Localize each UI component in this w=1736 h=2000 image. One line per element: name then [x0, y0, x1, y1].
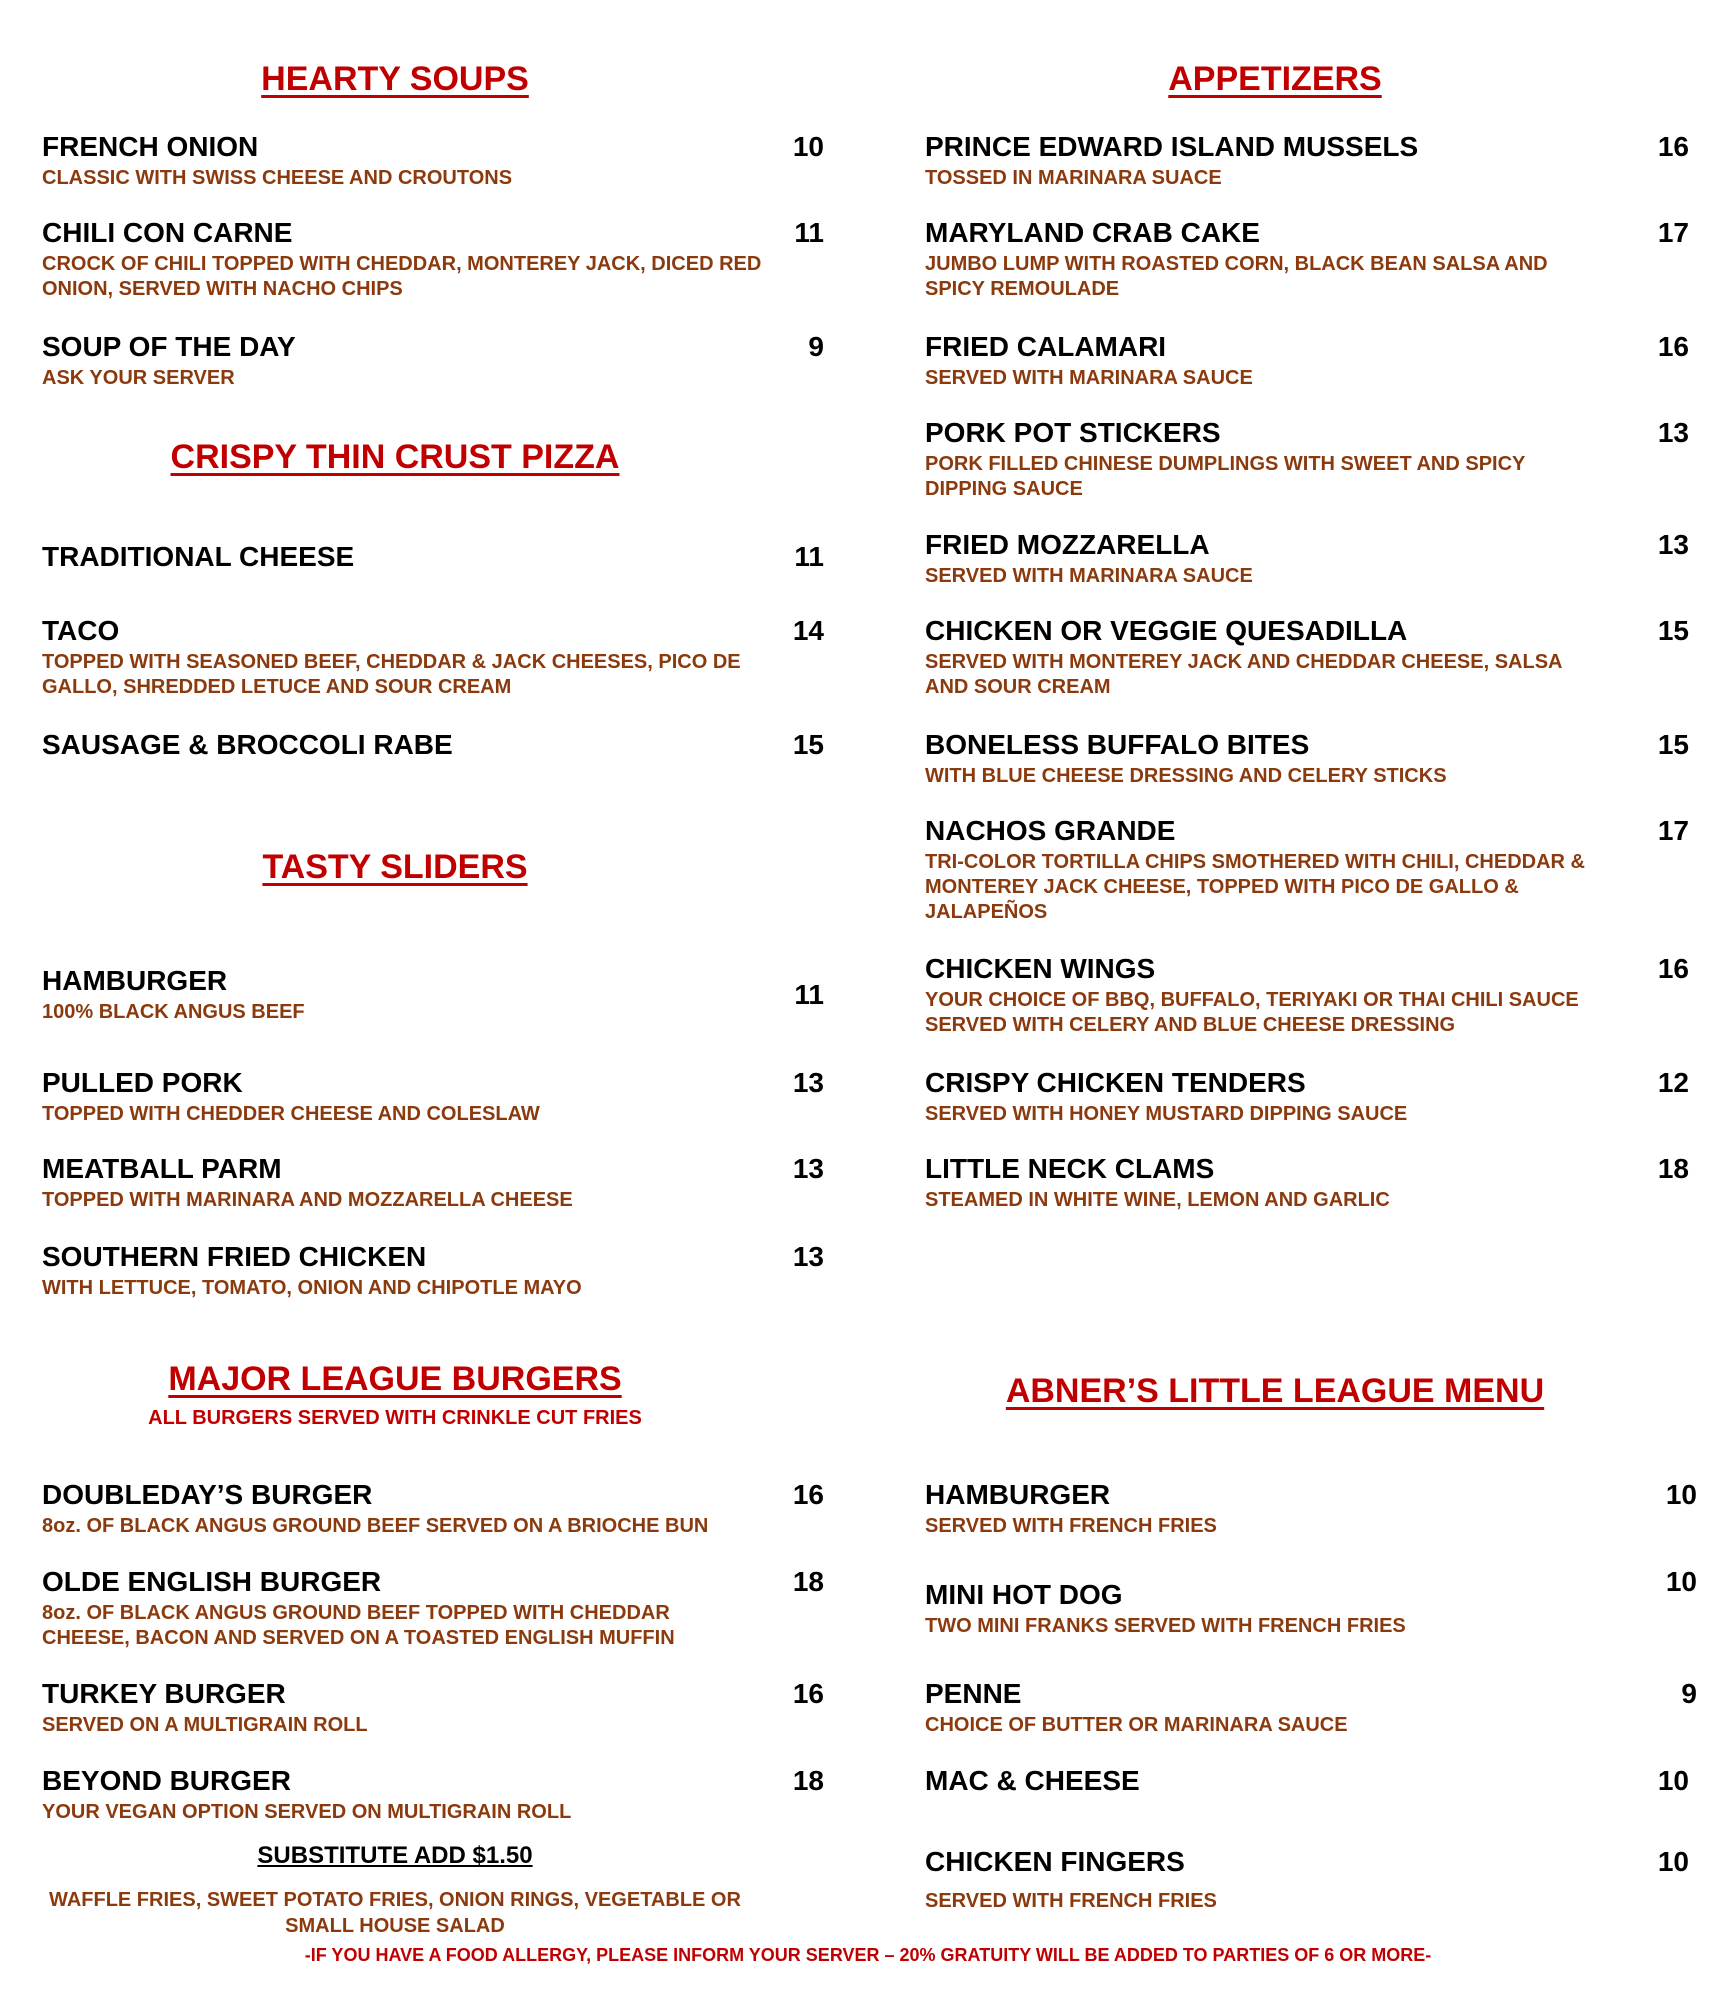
item-description: TRI-COLOR TORTILLA CHIPS SMOTHERED WITH CHILI, CHEDDAR & MONTEREY JACK CHEESE, TOPPED WITH PICO DE GALLO & JALAPEÑOS — [925, 851, 1585, 923]
allergy-gratuity-notice: -IF YOU HAVE A FOOD ALLERGY, PLEASE INFORM YOUR SERVER – 20% GRATUITY WILL BE ADDED TO PARTIES OF 6 OR MORE- — [304, 1945, 1432, 1965]
item-name: HAMBURGER — [925, 1479, 1111, 1510]
menu-item — [925, 1677, 1625, 1738]
item-description: SERVED WITH MARINARA SAUCE — [925, 367, 1253, 389]
item-name: MEATBALL PARM — [42, 1153, 282, 1184]
item-name: PENNE — [925, 1678, 1022, 1709]
item-name: PULLED PORK — [42, 1067, 243, 1098]
item-price: 15 — [1657, 729, 1689, 760]
menu-item — [925, 528, 1625, 589]
item-price: 14 — [792, 615, 824, 646]
item-name: SOUTHERN FRIED CHICKEN — [42, 1241, 427, 1272]
item-name: DOUBLEDAY’S BURGER — [42, 1479, 373, 1510]
item-description: 8oz. OF BLACK ANGUS GROUND BEEF SERVED ON A BRIOCHE BUN — [42, 1515, 709, 1537]
item-name: TURKEY BURGER — [42, 1678, 286, 1709]
item-price: 9 — [808, 331, 824, 362]
menu-item — [925, 130, 1625, 191]
menu-item — [42, 1066, 782, 1127]
item-price: 11 — [794, 541, 824, 572]
item-price: 16 — [792, 1479, 824, 1510]
item-name: SOUP OF THE DAY — [42, 331, 296, 362]
item-description: SERVED WITH MONTEREY JACK AND CHEDDAR CHEESE, SALSA AND SOUR CREAM — [925, 651, 1562, 698]
item-description: WITH BLUE CHEESE DRESSING AND CELERY STICKS — [925, 765, 1447, 787]
item-price: 10 — [1657, 1765, 1689, 1796]
item-name: CHICKEN OR VEGGIE QUESADILLA — [925, 615, 1408, 646]
menu-item — [925, 728, 1625, 789]
item-name: CHICKEN WINGS — [925, 953, 1156, 984]
item-description: CROCK OF CHILI TOPPED WITH CHEDDAR, MONTEREY JACK, DICED RED ONION, SERVED WITH NACHO CHIPS — [42, 253, 762, 300]
item-name: FRENCH ONION — [42, 131, 259, 162]
item-price: 18 — [1657, 1153, 1689, 1184]
item-name: CHICKEN FINGERS — [925, 1846, 1185, 1877]
item-price: 11 — [794, 979, 824, 1010]
item-description: CHOICE OF BUTTER OR MARINARA SAUCE — [925, 1714, 1348, 1736]
item-description: STEAMED IN WHITE WINE, LEMON AND GARLIC — [925, 1189, 1390, 1211]
item-price: 10 — [1665, 1479, 1697, 1510]
item-price: 13 — [792, 1153, 824, 1184]
item-price: 16 — [792, 1678, 824, 1709]
item-price: 10 — [792, 131, 824, 162]
menu-item — [42, 1764, 782, 1825]
menu-item — [42, 1478, 782, 1539]
item-name: CRISPY CHICKEN TENDERS — [925, 1067, 1306, 1098]
menu-item — [42, 130, 782, 191]
item-name: OLDE ENGLISH BURGER — [42, 1566, 382, 1597]
item-price: 13 — [792, 1067, 824, 1098]
item-name: PORK POT STICKERS — [925, 417, 1221, 448]
item-name: MAC & CHEESE — [925, 1765, 1140, 1796]
item-description: 8oz. OF BLACK ANGUS GROUND BEEF TOPPED WITH CHEDDAR CHEESE, BACON AND SERVED ON A TOASTED ENGLISH MUFFIN — [42, 1602, 675, 1649]
menu-item — [42, 964, 782, 1025]
item-name: CHILI CON CARNE — [42, 217, 293, 248]
item-description: TOPPED WITH SEASONED BEEF, CHEDDAR & JACK CHEESES, PICO DE GALLO, SHREDDED LETUCE AND SOUR CREAM — [42, 651, 741, 698]
section-title-soups: HEARTY SOUPS — [261, 60, 529, 98]
item-description: SERVED WITH MARINARA SAUCE — [925, 565, 1253, 587]
item-description: CLASSIC WITH SWISS CHEESE AND CROUTONS — [42, 167, 513, 189]
menu-item — [42, 330, 782, 391]
item-description: TOSSED IN MARINARA SUACE — [925, 167, 1222, 189]
menu-item — [925, 952, 1625, 1038]
item-price: 16 — [1657, 331, 1689, 362]
item-name: PRINCE EDWARD ISLAND MUSSELS — [925, 131, 1419, 162]
item-name: HAMBURGER — [42, 965, 228, 996]
item-description: TOPPED WITH MARINARA AND MOZZARELLA CHEESE — [42, 1189, 573, 1211]
item-description: WITH LETTUCE, TOMATO, ONION AND CHIPOTLE MAYO — [42, 1277, 582, 1299]
item-description: SERVED WITH HONEY MUSTARD DIPPING SAUCE — [925, 1103, 1408, 1125]
menu-item — [42, 1152, 782, 1213]
item-price: 9 — [1681, 1678, 1697, 1709]
menu-item — [42, 1565, 782, 1651]
section-title-appetizers: APPETIZERS — [1168, 60, 1382, 98]
item-name: TACO — [42, 615, 120, 646]
item-price: 15 — [792, 729, 824, 760]
item-price: 11 — [794, 217, 824, 248]
item-price: 16 — [1657, 953, 1689, 984]
substitute-options: WAFFLE FRIES, SWEET POTATO FRIES, ONION RINGS, VEGETABLE OR SMALL HOUSE SALAD — [49, 1889, 741, 1937]
item-name: FRIED MOZZARELLA — [925, 529, 1210, 560]
menu-item — [925, 330, 1625, 391]
item-price: 12 — [1657, 1067, 1689, 1098]
item-description: ASK YOUR SERVER — [42, 367, 235, 389]
item-description: SERVED ON A MULTIGRAIN ROLL — [42, 1714, 368, 1736]
section-title-pizza: CRISPY THIN CRUST PIZZA — [170, 438, 620, 476]
item-price: 10 — [1657, 1846, 1689, 1877]
item-price: 18 — [792, 1566, 824, 1597]
section-title-sliders: TASTY SLIDERS — [262, 848, 528, 886]
menu-item — [42, 728, 782, 762]
item-name: BEYOND BURGER — [42, 1765, 291, 1796]
item-price: 13 — [1657, 417, 1689, 448]
item-price: 17 — [1657, 217, 1689, 248]
item-description: YOUR CHOICE OF BBQ, BUFFALO, TERIYAKI OR THAI CHILI SAUCE SERVED WITH CELERY AND BLUE CHEESE DRESSING — [925, 989, 1579, 1036]
menu-item — [925, 1478, 1625, 1539]
menu-item — [42, 614, 782, 700]
item-description: PORK FILLED CHINESE DUMPLINGS WITH SWEET AND SPICY DIPPING SAUCE — [925, 453, 1526, 500]
menu-item — [925, 814, 1625, 925]
item-description: TWO MINI FRANKS SERVED WITH FRENCH FRIES — [925, 1615, 1406, 1637]
menu-item — [925, 614, 1625, 700]
item-name: BONELESS BUFFALO BITES — [925, 729, 1310, 760]
item-price: 13 — [1657, 529, 1689, 560]
item-price: 13 — [792, 1241, 824, 1272]
item-name: TRADITIONAL CHEESE — [42, 541, 355, 572]
item-description: 100% BLACK ANGUS BEEF — [42, 1001, 305, 1023]
item-name: FRIED CALAMARI — [925, 331, 1167, 362]
item-name: NACHOS GRANDE — [925, 815, 1176, 846]
menu-item — [42, 216, 782, 302]
item-price: 18 — [792, 1765, 824, 1796]
item-price: 17 — [1657, 815, 1689, 846]
item-name: MARYLAND CRAB CAKE — [925, 217, 1260, 248]
item-price: 10 — [1665, 1566, 1697, 1597]
item-description: SERVED WITH FRENCH FRIES — [925, 1515, 1217, 1537]
item-name: LITTLE NECK CLAMS — [925, 1153, 1215, 1184]
item-name: SAUSAGE & BROCCOLI RABE — [42, 729, 453, 760]
section-title-kids: ABNER’S LITTLE LEAGUE MENU — [1005, 1372, 1545, 1410]
menu-item — [925, 1066, 1625, 1127]
menu-item — [42, 1677, 782, 1738]
item-price: 15 — [1657, 615, 1689, 646]
menu-item — [925, 1152, 1625, 1213]
item-description: JUMBO LUMP WITH ROASTED CORN, BLACK BEAN SALSA AND SPICY REMOULADE — [925, 253, 1548, 300]
section-subtitle-burgers: ALL BURGERS SERVED WITH CRINKLE CUT FRIES — [148, 1407, 642, 1429]
item-description: TOPPED WITH CHEDDER CHEESE AND COLESLAW — [42, 1103, 540, 1125]
menu-item — [925, 216, 1625, 302]
menu-item — [42, 540, 782, 574]
menu-item — [925, 416, 1625, 502]
item-description: YOUR VEGAN OPTION SERVED ON MULTIGRAIN ROLL — [42, 1801, 572, 1823]
section-title-burgers: MAJOR LEAGUE BURGERS — [168, 1360, 622, 1398]
menu-item — [925, 1578, 1625, 1639]
item-description: SERVED WITH FRENCH FRIES — [925, 1890, 1217, 1912]
item-name: MINI HOT DOG — [925, 1579, 1123, 1610]
substitute-title: SUBSTITUTE ADD $1.50 — [257, 1842, 533, 1869]
item-price: 16 — [1657, 131, 1689, 162]
menu-item — [42, 1240, 782, 1301]
menu-item — [925, 1764, 1625, 1798]
menu-item — [925, 1845, 1625, 1914]
